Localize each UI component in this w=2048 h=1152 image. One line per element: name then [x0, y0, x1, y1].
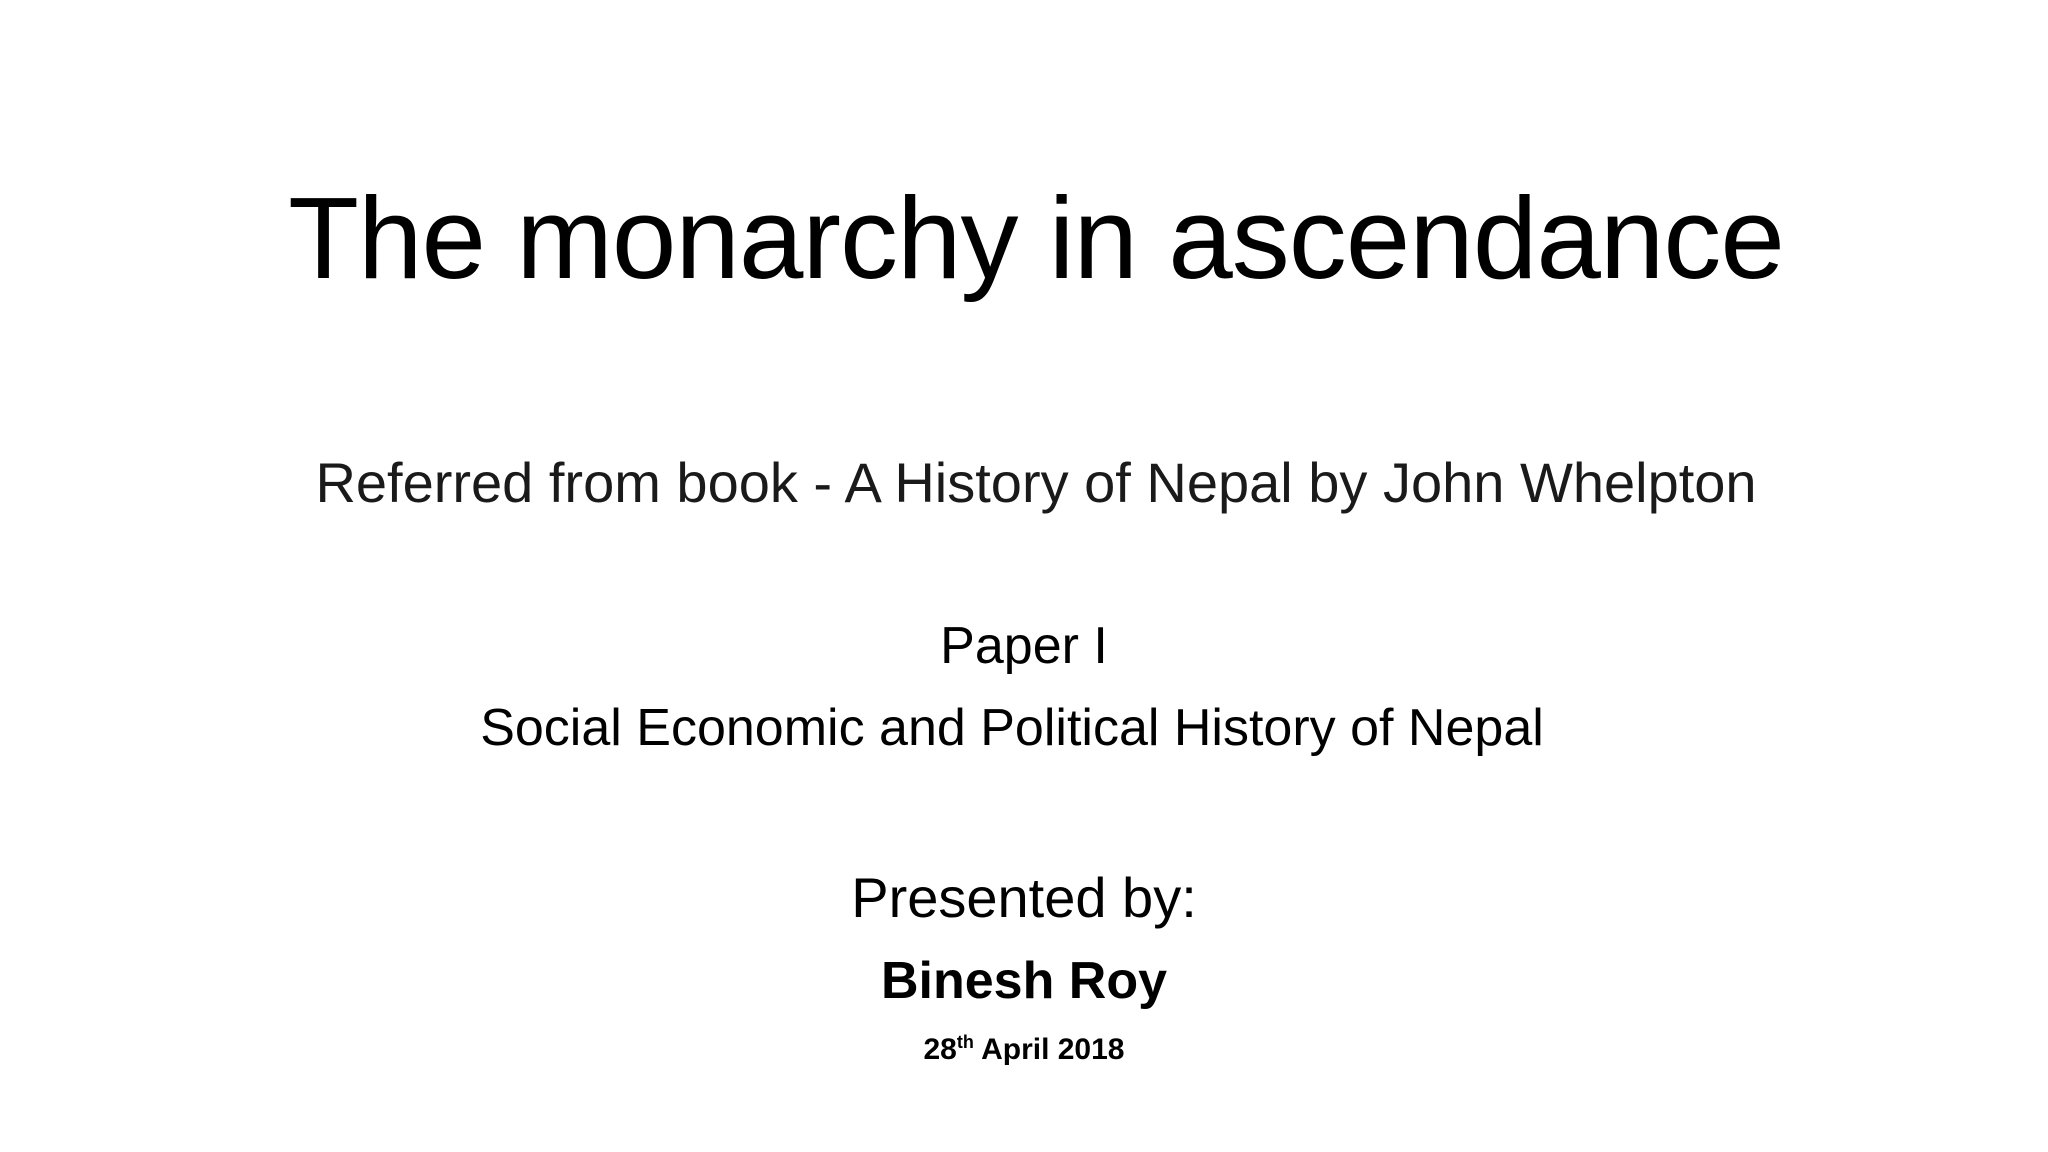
course-name: Social Economic and Political History of Nepal: [480, 699, 1544, 757]
paper-label: Paper I: [940, 617, 1108, 675]
source-reference: Referred from book - A History of Nepal by John Whelpton: [315, 451, 1757, 514]
slide-title: The monarchy in ascendance: [288, 173, 1784, 303]
presented-by-label: Presented by:: [851, 866, 1197, 929]
presenter-name: Binesh Roy: [880, 952, 1168, 1010]
presentation-date: [0, 1032, 2048, 1066]
date-day: 28: [923, 1033, 957, 1066]
date-ordinal-suffix: th: [956, 1032, 974, 1052]
date-month-year: April 2018: [973, 1033, 1125, 1066]
